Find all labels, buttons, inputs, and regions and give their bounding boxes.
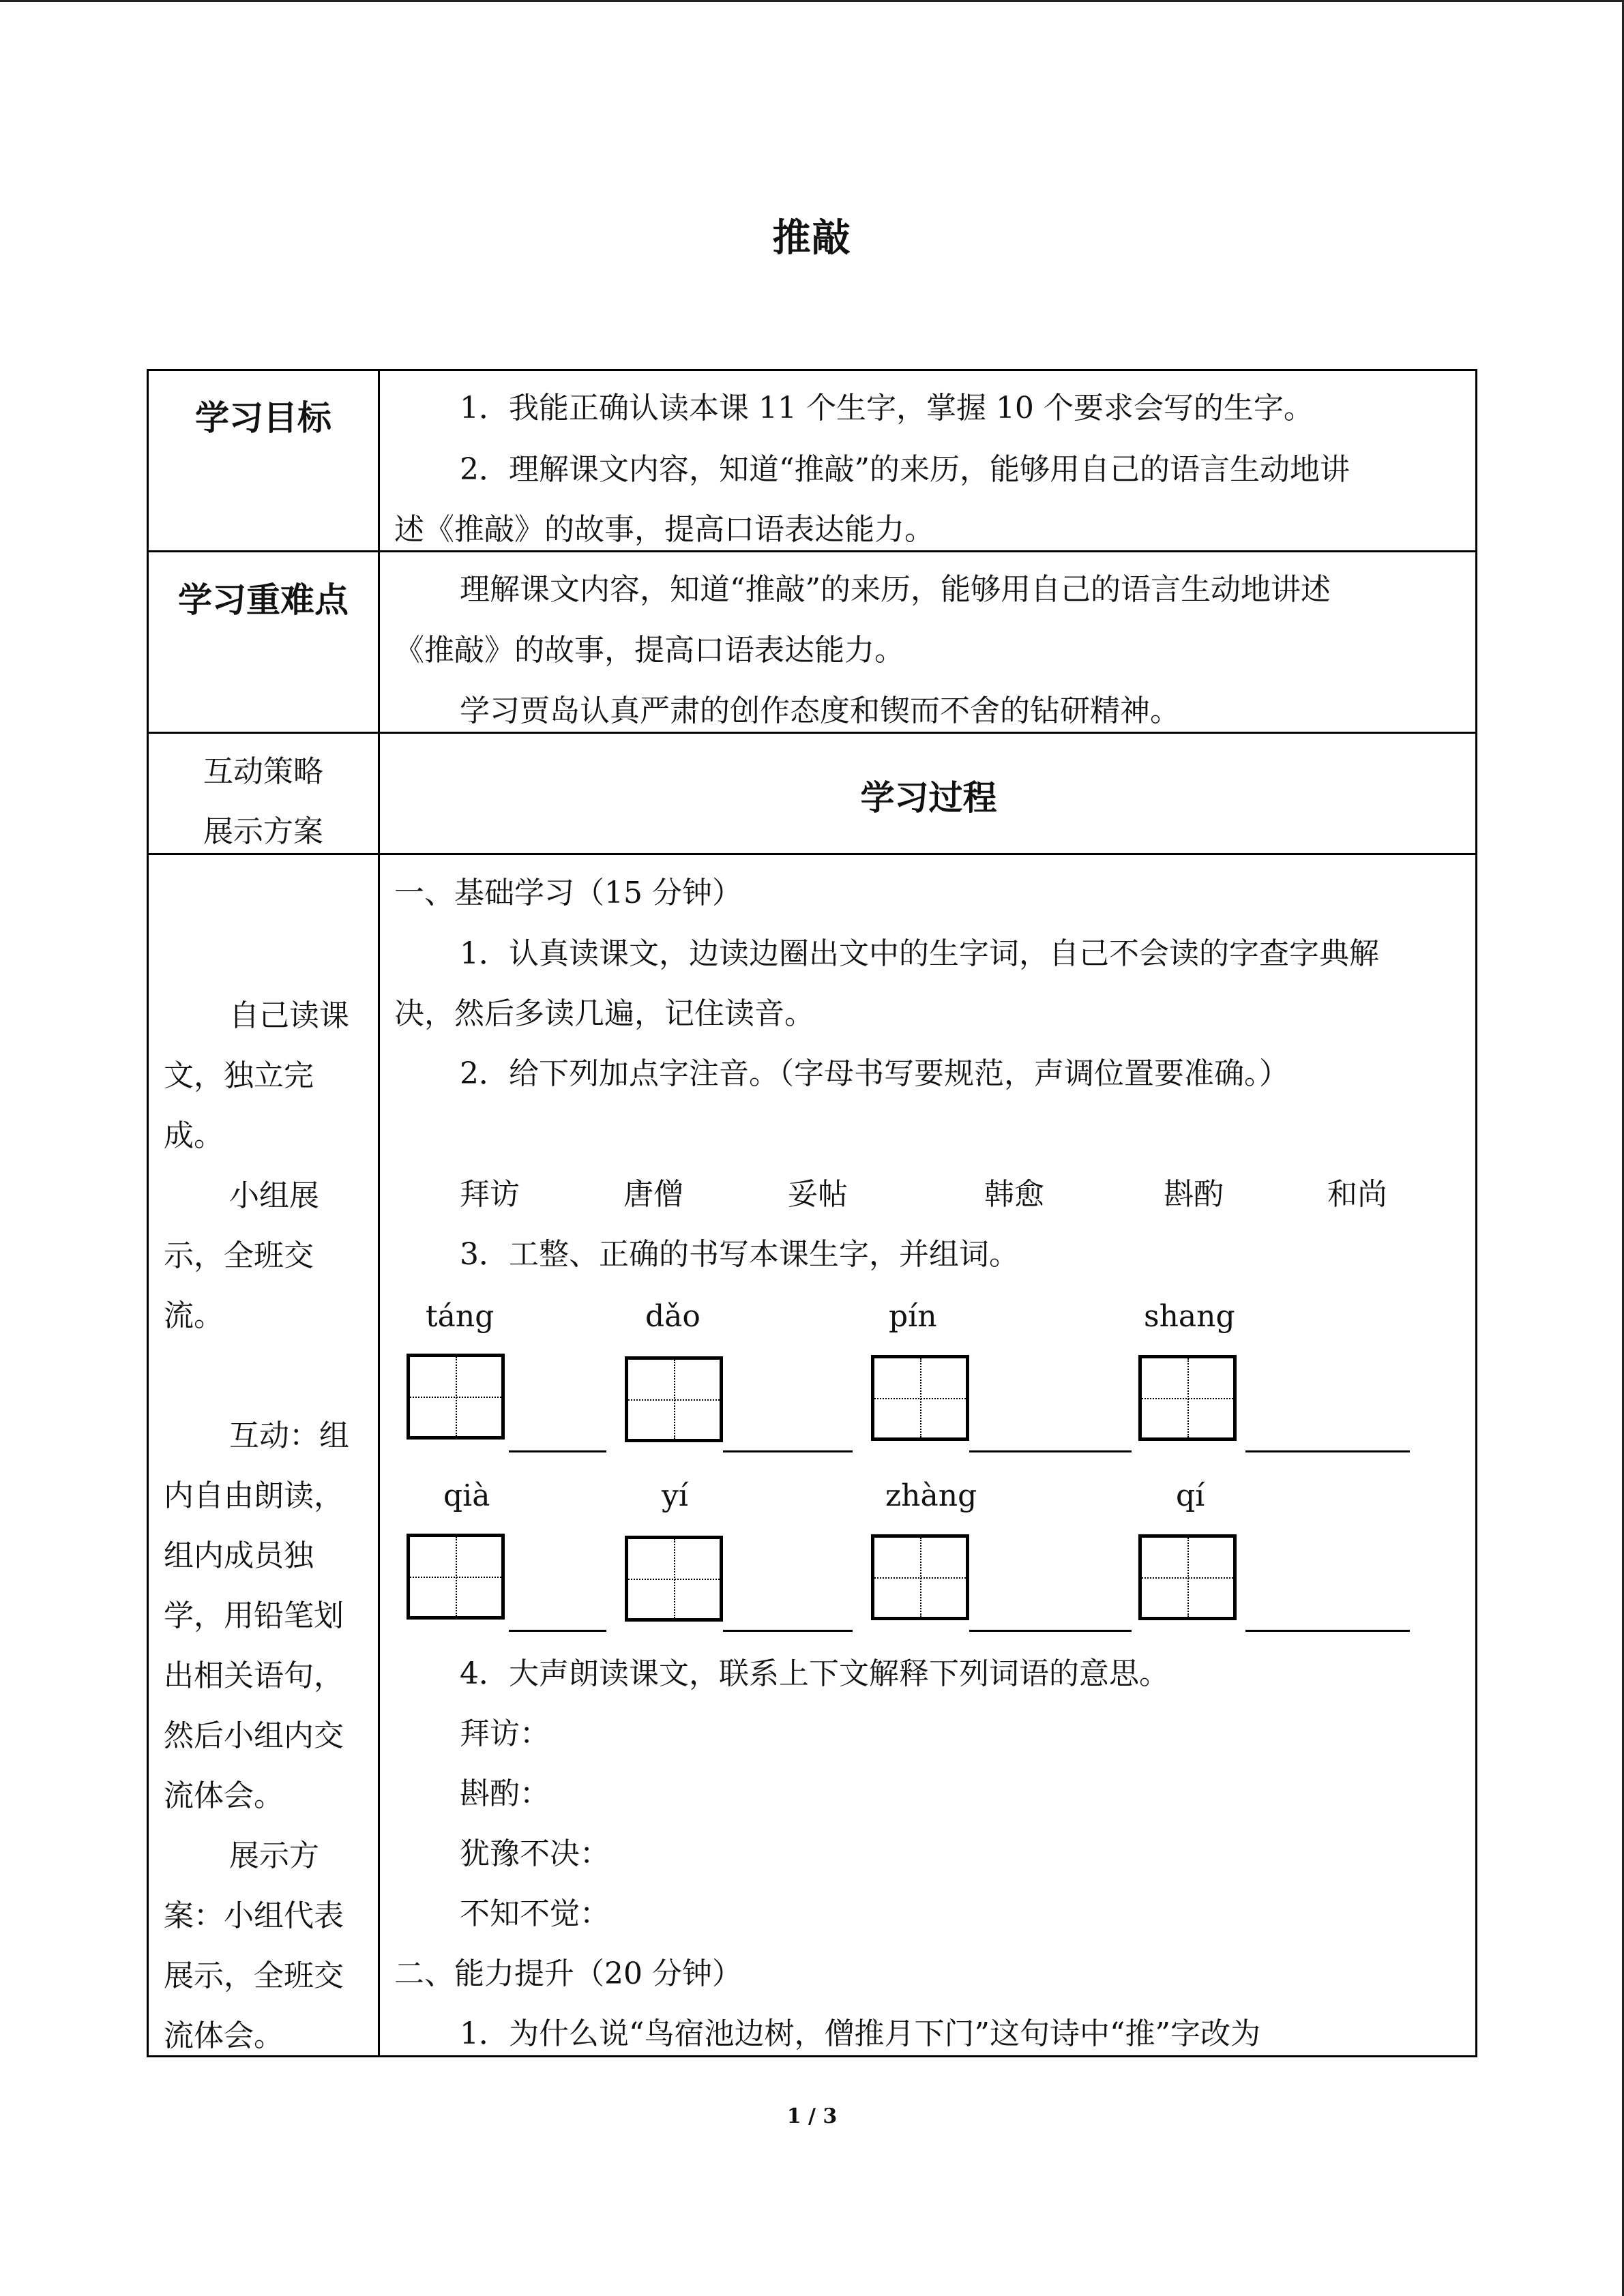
sidebar-line: 成。 [164, 1118, 224, 1153]
pinyin-label: qià [443, 1478, 490, 1513]
writing-grid-box[interactable] [625, 1536, 723, 1622]
writing-grid-box[interactable] [407, 1534, 505, 1620]
word-answer-line[interactable] [509, 1630, 606, 1632]
word-answer-line[interactable] [969, 1450, 1132, 1452]
document-title: 推敲 [772, 216, 852, 260]
sidebar-line: 然后小组内交 [164, 1718, 344, 1753]
word-answer-line[interactable] [1245, 1450, 1410, 1452]
sidebar-line: 展示，全班交 [164, 1958, 344, 1993]
table-column-divider [378, 369, 380, 2057]
word-answer-line[interactable] [723, 1630, 853, 1632]
pinyin-word: 斟酌 [1164, 1177, 1224, 1212]
pinyin-label: pín [889, 1299, 937, 1334]
objective-line-2: 2．理解课文内容，知道“推敲”的来历，能够用自己的语言生动地讲 [460, 452, 1350, 487]
sidebar-line: 流体会。 [164, 1778, 284, 1813]
word-answer-line[interactable] [723, 1450, 853, 1452]
vocab-term: 不知不觉： [460, 1896, 610, 1931]
sidebar-line: 小组展 [229, 1178, 319, 1213]
objective-line-3: 述《推敲》的故事，提高口语表达能力。 [394, 512, 934, 547]
writing-grid-box[interactable] [1138, 1355, 1237, 1441]
row-divider-key-points [147, 732, 1477, 734]
objective-line-1: 1．我能正确认读本课 11 个生字，掌握 10 个要求会写的生字。 [460, 391, 1314, 426]
writing-grid-box[interactable] [407, 1354, 505, 1440]
key-point-line-3: 学习贾岛认真严肃的创作态度和锲而不舍的钻研精神。 [460, 694, 1180, 728]
vocab-term: 犹豫不决： [460, 1836, 610, 1871]
top-border-rule [0, 0, 1624, 2]
pinyin-label: dǎo [645, 1299, 700, 1334]
writing-grid-box[interactable] [871, 1355, 969, 1441]
pinyin-label: qí [1176, 1478, 1205, 1513]
word-answer-line[interactable] [969, 1630, 1132, 1632]
pinyin-label: shang [1144, 1299, 1235, 1334]
vocab-term: 斟酌： [460, 1776, 550, 1811]
item-2: 2．给下列加点字注音。（字母书写要规范，声调位置要准确。） [460, 1056, 1289, 1091]
key-point-line-1: 理解课文内容，知道“推敲”的来历，能够用自己的语言生动地讲述 [460, 572, 1331, 607]
sidebar-line: 学，用铅笔划 [164, 1598, 344, 1633]
key-point-line-2: 《推敲》的故事，提高口语表达能力。 [394, 633, 904, 668]
sidebar-line: 自己读课 [229, 998, 349, 1033]
sidebar-line: 案：小组代表 [164, 1898, 344, 1933]
pinyin-word: 妥帖 [788, 1177, 848, 1212]
process-header-label: 学习过程 [860, 778, 997, 818]
writing-grid-box[interactable] [871, 1534, 969, 1620]
vocab-term: 拜访： [460, 1716, 550, 1751]
item-1-line-2: 决，然后多读几遍，记住读音。 [394, 996, 814, 1031]
page-number: 1 / 3 [786, 2104, 838, 2128]
strategy-label-bottom: 展示方案 [203, 814, 323, 849]
sidebar-line: 流。 [164, 1298, 224, 1333]
sidebar-line: 出相关语句， [164, 1658, 344, 1693]
sidebar-line: 内自由朗读， [164, 1478, 344, 1513]
pinyin-word: 和尚 [1327, 1177, 1387, 1212]
item-1-line-1: 1．认真读课文，边读边圈出文中的生字词，自己不会读的字查字典解 [460, 936, 1379, 971]
sidebar-line: 流体会。 [164, 2018, 284, 2053]
word-answer-line[interactable] [1245, 1630, 1410, 1632]
pinyin-label: táng [426, 1299, 494, 1334]
sidebar-line: 展示方 [229, 1838, 319, 1873]
pinyin-word: 拜访 [460, 1177, 520, 1212]
section-ability-improvement: 二、能力提升（20 分钟） [394, 1956, 742, 1991]
writing-grid-box[interactable] [625, 1356, 723, 1442]
word-answer-line[interactable] [509, 1450, 606, 1452]
section-basic-learning: 一、基础学习（15 分钟） [394, 876, 742, 910]
item-3: 3．工整、正确的书写本课生字，并组词。 [460, 1237, 1019, 1272]
sidebar-line: 示，全班交 [164, 1238, 314, 1273]
pinyin-label: yí [662, 1478, 688, 1513]
pinyin-word: 韩愈 [984, 1177, 1044, 1212]
item-5: 1．为什么说“鸟宿池边树，僧推月下门”这句诗中“推”字改为 [460, 2016, 1260, 2051]
strategy-label-top: 互动策略 [203, 754, 323, 789]
row-divider-objectives [147, 550, 1477, 552]
key-points-label: 学习重难点 [178, 580, 349, 620]
pinyin-word: 唐僧 [623, 1177, 683, 1212]
sidebar-line: 组内成员独 [164, 1538, 314, 1573]
sidebar-line: 文，独立完 [164, 1058, 314, 1093]
objectives-label: 学习目标 [195, 398, 331, 438]
sidebar-line: 互动：组 [229, 1418, 349, 1453]
pinyin-label: zhàng [885, 1478, 977, 1513]
writing-grid-box[interactable] [1138, 1534, 1237, 1620]
item-4: 4．大声朗读课文，联系上下文解释下列词语的意思。 [460, 1656, 1169, 1691]
